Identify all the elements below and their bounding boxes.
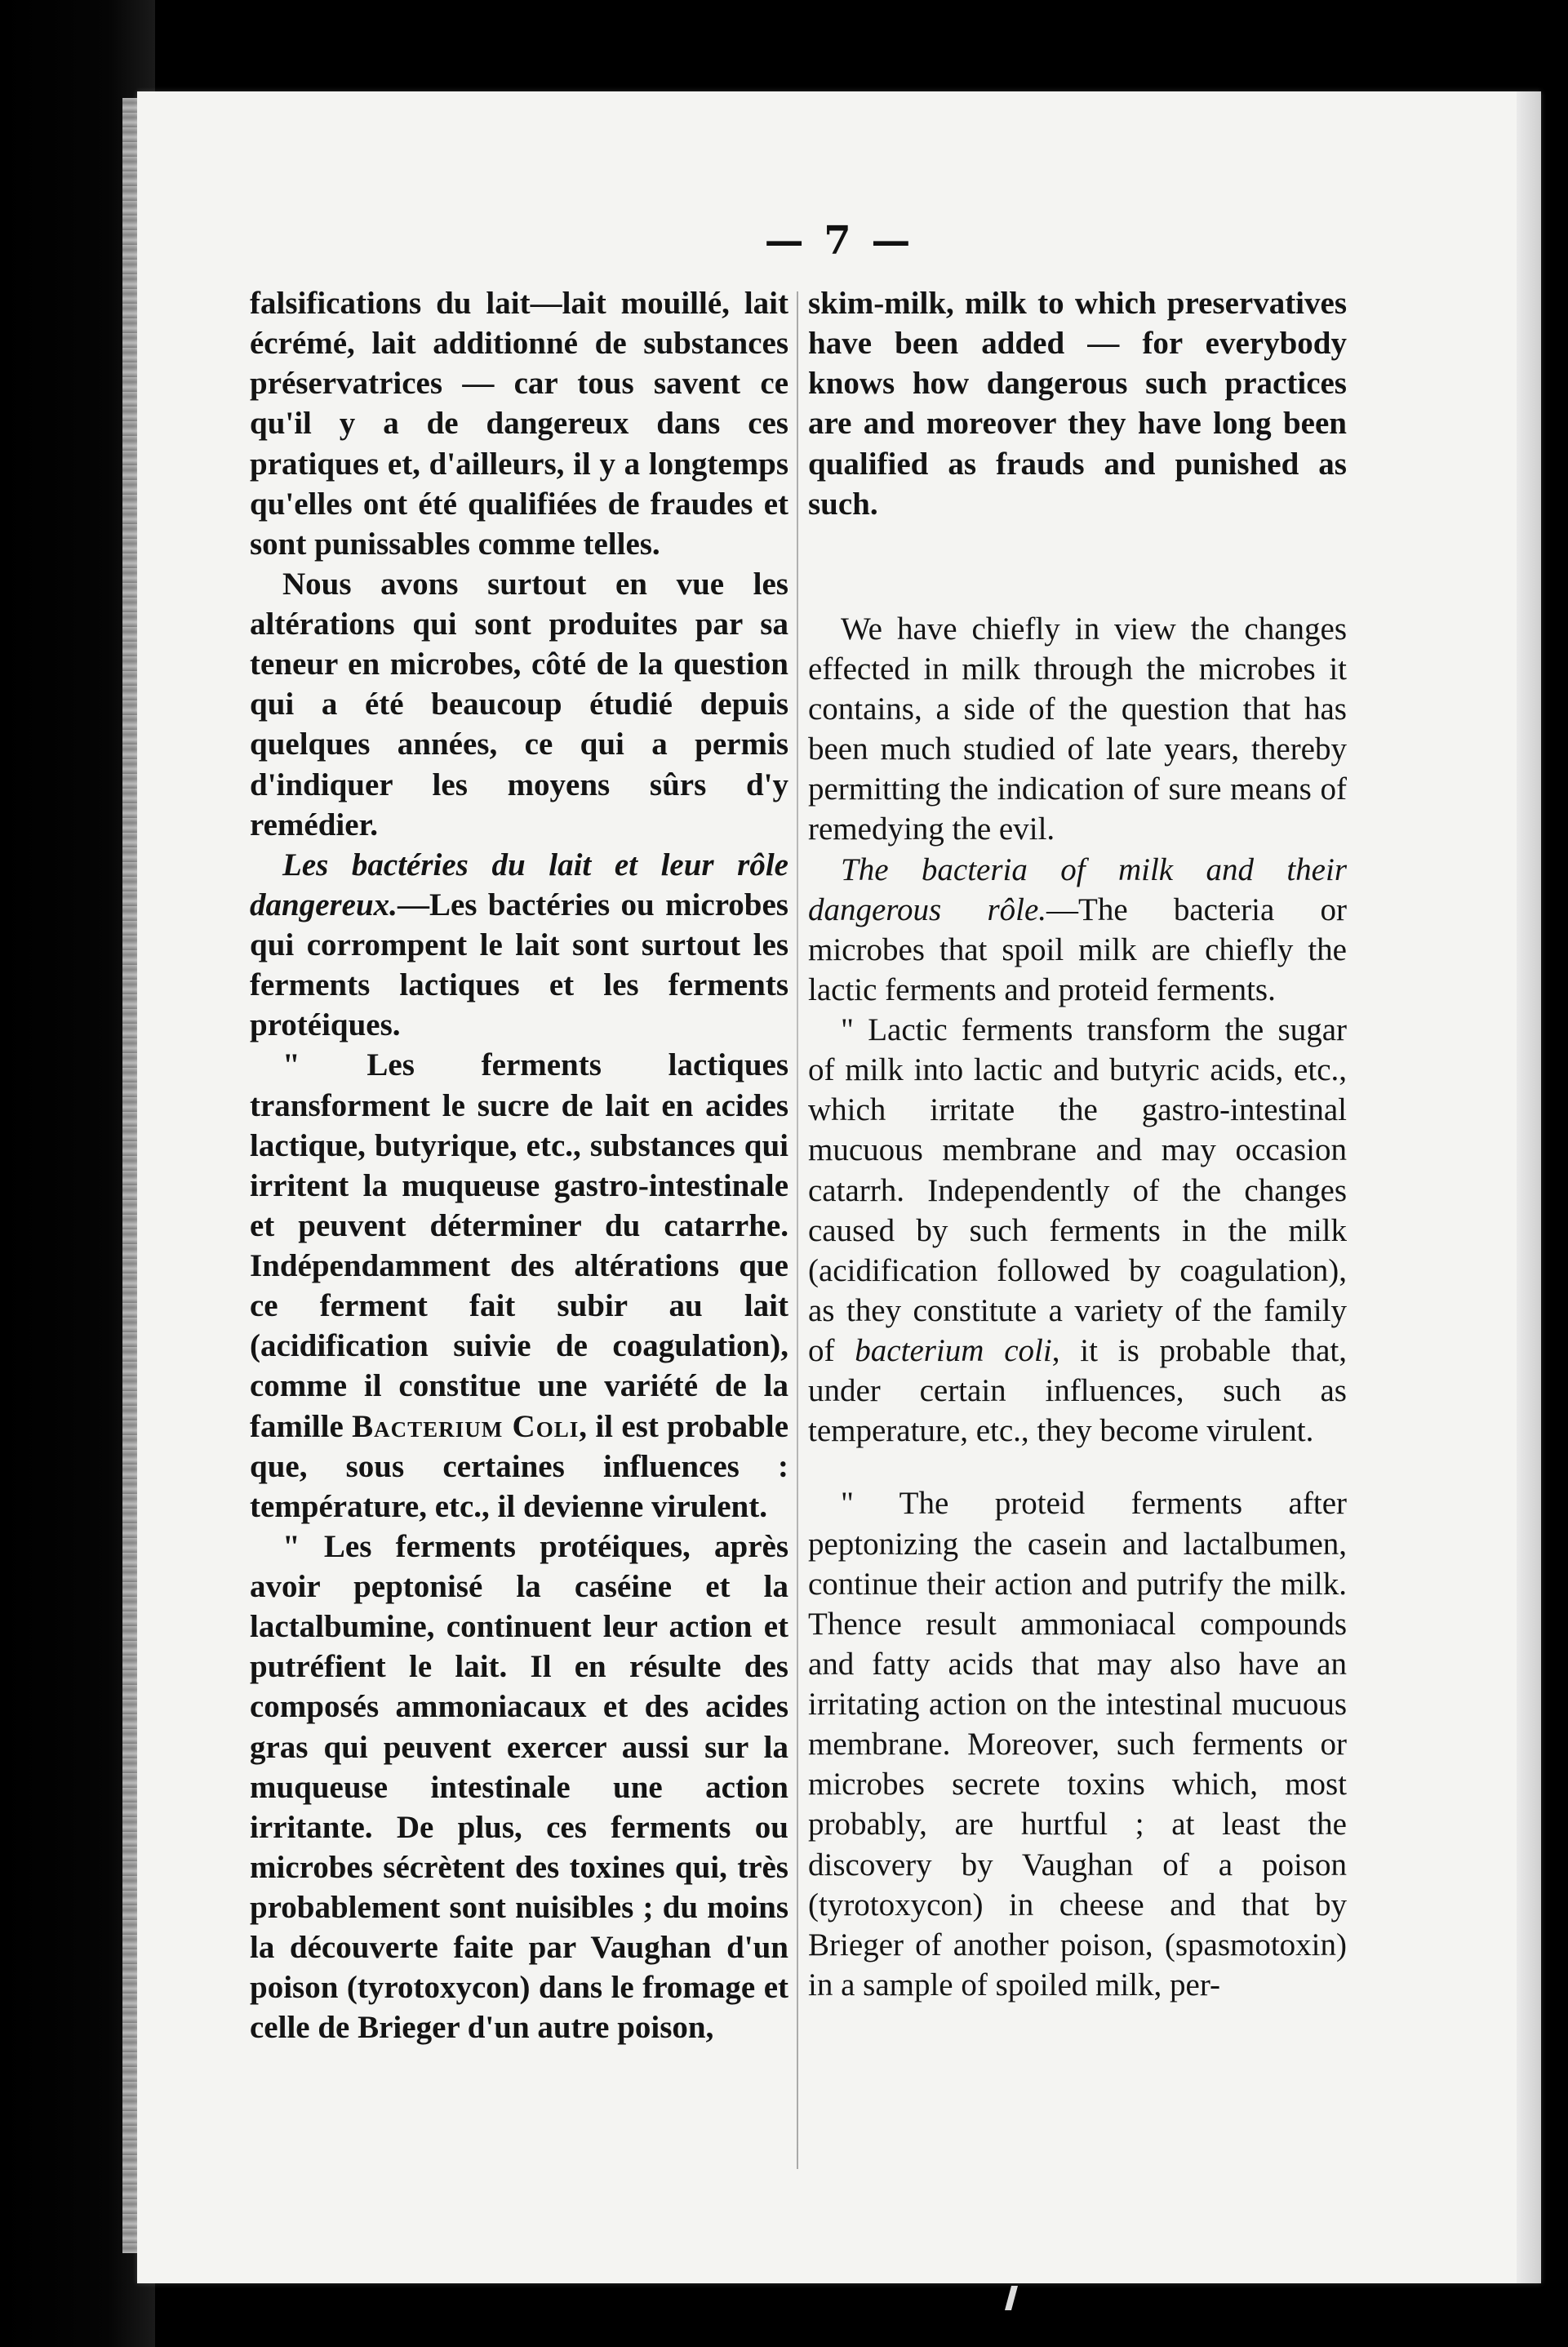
page-number: — 7 — bbox=[764, 218, 914, 264]
section-paragraph bbox=[250, 845, 788, 1046]
paragraph: We have chiefly in view the changes effected in milk through the microbes it contains, a side of the question that has been much studied of late years, thereby permitting the indication of sure means of remedying the evil. bbox=[808, 611, 1347, 847]
paragraph-text: " Lactic ferments transform the sugar of milk into lactic and butyric acids, etc., which irritate the gastro-intestinal mucuous membrane and may occasion catarrh. Independently of the changes caused by such ferments in the milk (acidification followed by coagulation), as they constitute a variety of the family of bbox=[808, 1012, 1347, 1368]
section-heading: The bacteria of milk and their dangerous rôle. bbox=[808, 851, 1347, 927]
paragraph-text: , it is probable that, under certain influences, such as temperature, etc., they become virulent. bbox=[808, 1333, 1348, 1449]
book-spine-edge bbox=[122, 98, 137, 2253]
page-edge-shadow bbox=[1517, 91, 1541, 2283]
paragraph: skim-milk, milk to which preservatives have been added — for everybody knows how dangerous such practices are and moreover they have long been qualified as frauds and punished as such. bbox=[808, 286, 1347, 522]
paragraph-text: —Les bactéries ou microbes qui corrompent le lait sont surtout les ferments lactiques et les ferments protéiques. bbox=[250, 887, 788, 1043]
paragraph: falsifications du lait—lait mouillé, lait écrémé, lait additionné de substances préservatrices — car tous savent ce qu'il y a de dangereux dans ces pratiques et, d'ailleurs, il y a longtemps qu'elles ont été qualifiées de fraudes et sont punissables comme telles. bbox=[250, 286, 788, 562]
book-page bbox=[137, 91, 1541, 2283]
section-heading: Les bactéries du lait et leur rôle dangereux. bbox=[250, 847, 788, 922]
paragraph: Nous avons surtout en vue les altérations qui sont produites par sa teneur en microbes, côté de la question qui a été beaucoup étudié depuis quelques années, ce qui a permis d'indiquer les moyens sûrs d'y remédier. bbox=[250, 566, 788, 842]
french-column bbox=[250, 283, 788, 2048]
paragraph: " Les ferments protéiques, après avoir peptonisé la caséine et la lactalbumine, continuent leur action et putréfient le lait. Il en résulte des composés ammoniacaux et des acides gras qui peuvent exercer aussi sur la muqueuse intestinale une action irritante. De plus, ces ferments ou microbes sécrètent des toxines qui, très probablement sont nuisibles ; du moins la découverte faite par Vaughan d'un poison (tyrotoxycon) dans le fromage et celle de Brieger d'un autre poison, bbox=[250, 1528, 788, 2046]
column-divider bbox=[797, 291, 798, 2169]
paragraph-text: —The bacteria or microbes that spoil milk are chiefly the lactic ferments and proteid ferments. bbox=[808, 891, 1347, 1007]
paragraph-text: " Les ferments lactiques transforment le sucre de lait en acides lactique, butyrique, etc., substances qui irritent la muqueuse gastro-intestinale et peuvent déterminer du catarrhe. Indépendamment des altérations que ce ferment fait subir au lait (acidification suivie de coagulation), comme il constitue une variété de la famille bbox=[250, 1047, 788, 1444]
paragraph bbox=[250, 1045, 788, 1527]
paragraph-text: , il est probable que, sous certaines influences : température, etc., il devienne virulent. bbox=[250, 1408, 789, 1524]
taxon-name: bacterium coli bbox=[855, 1333, 1052, 1368]
scan-artifact bbox=[1005, 2286, 1018, 2310]
taxon-name: Bacterium Coli bbox=[352, 1408, 580, 1444]
paragraph bbox=[808, 1010, 1347, 1451]
section-paragraph bbox=[808, 850, 1347, 1011]
paragraph: " The proteid ferments after peptonizing the casein and lactalbumen, continue their action and putrify the milk. Thence result ammoniacal compounds and fatty acids that may also have an irritating action on the intestinal mucuous membrane. Moreover, such ferments or microbes secrete toxins which, most probably, are hurtful ; at least the discovery by Vaughan of a poison (tyrotoxycon) in cheese and that by Brieger of another poison, (spasmotoxin) in a sample of spoiled milk, per- bbox=[808, 1486, 1347, 2003]
english-column bbox=[808, 283, 1347, 2005]
